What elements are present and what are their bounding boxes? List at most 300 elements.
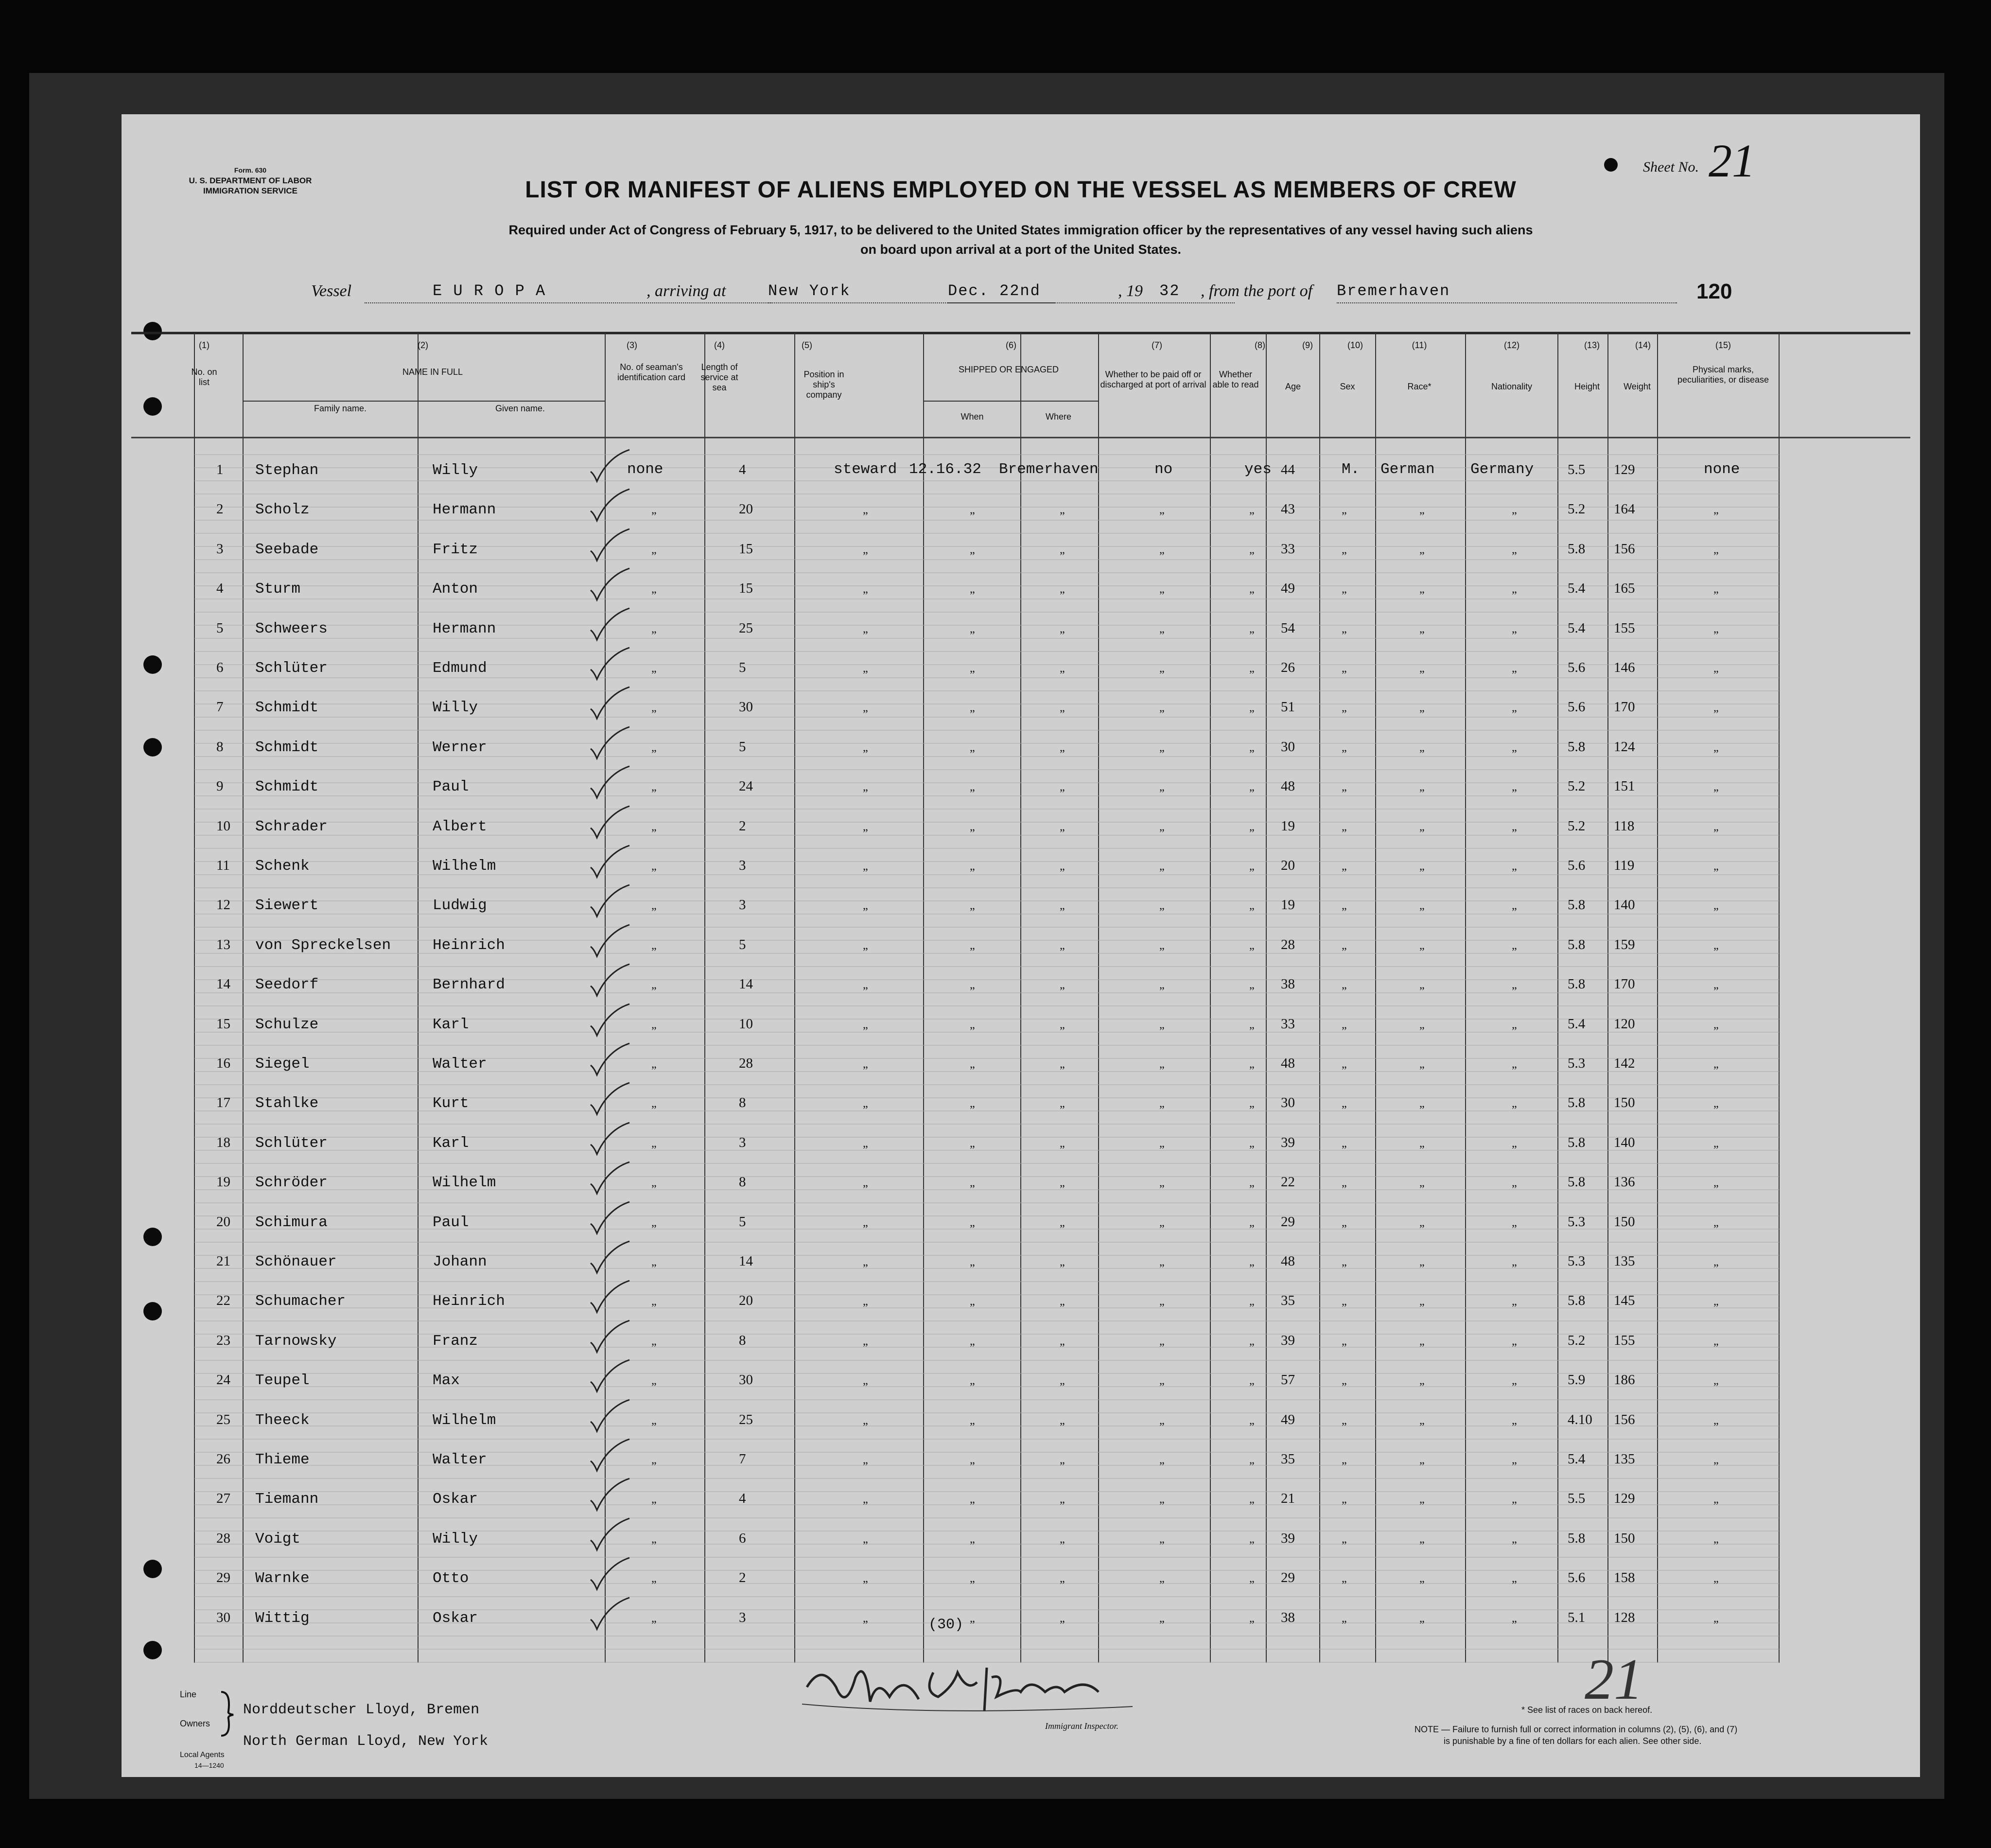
ditto-mark: „ [1419, 1256, 1425, 1268]
arrival-date: Dec. 22nd [948, 282, 1041, 300]
header-no-on-list: No. on list [191, 367, 217, 387]
ditto-mark: „ [1419, 1097, 1425, 1110]
ditto-mark: „ [1713, 1572, 1719, 1585]
table-row [122, 1610, 1920, 1639]
ditto-mark: „ [970, 544, 975, 556]
family-name: Siegel [255, 1056, 310, 1073]
age-value: 33 [1281, 541, 1295, 557]
ditto-mark: „ [1713, 1533, 1719, 1546]
line-label: Line [180, 1690, 197, 1699]
ditto-mark: „ [1512, 662, 1517, 675]
family-name: Stahlke [255, 1095, 319, 1112]
ditto-mark: „ [970, 781, 975, 793]
ditto-mark: „ [1512, 583, 1517, 596]
ditto-mark: „ [1249, 979, 1255, 991]
height-value: 5.8 [1568, 1531, 1586, 1546]
age-value: 51 [1281, 699, 1295, 715]
table-row [122, 1451, 1920, 1480]
age-value: 38 [1281, 976, 1295, 992]
service-years: 8 [739, 1174, 746, 1190]
family-name: Schlüter [255, 660, 328, 677]
ditto-mark: „ [1342, 1019, 1347, 1031]
ditto-mark: „ [1249, 1177, 1255, 1189]
ditto-mark: „ [1060, 860, 1065, 873]
weight-value: 156 [1614, 1412, 1635, 1427]
weight-value: 140 [1614, 1135, 1635, 1150]
ditto-mark: „ [1713, 979, 1719, 991]
ditto-mark: „ [651, 1335, 657, 1348]
height-value: 5.8 [1568, 1135, 1586, 1150]
check-mark [588, 1357, 632, 1396]
ditto-mark: „ [863, 1414, 868, 1427]
given-name: Ludwig [433, 897, 487, 914]
family-name: Voigt [255, 1531, 301, 1548]
weight-value: 150 [1614, 1095, 1635, 1110]
check-mark [588, 1080, 632, 1119]
given-name: Albert [433, 818, 487, 835]
ditto-mark: „ [970, 1058, 975, 1071]
check-mark [588, 1041, 632, 1080]
ditto-mark: „ [863, 623, 868, 635]
given-name: Wilhelm [433, 858, 496, 875]
ditto-mark: „ [1249, 544, 1255, 556]
ditto-mark: „ [970, 1414, 975, 1427]
col-num: (8) [1255, 340, 1265, 350]
form-code: 14—1240 [194, 1761, 224, 1769]
ditto-mark: „ [1419, 662, 1425, 675]
manifest-sheet [122, 114, 1920, 1777]
age-value: 48 [1281, 778, 1295, 794]
weight-value: 118 [1614, 818, 1635, 834]
ditto-mark: „ [970, 939, 975, 952]
ditto-mark: „ [1249, 1454, 1255, 1466]
given-name: Kurt [433, 1095, 469, 1112]
age-value: 35 [1281, 1451, 1295, 1467]
service-years: 6 [739, 1531, 746, 1546]
ditto-mark: „ [1249, 1612, 1255, 1625]
ditto-mark: „ [1060, 1256, 1065, 1268]
check-mark [588, 527, 632, 565]
ditto-mark: „ [1342, 1493, 1347, 1506]
service-years: 14 [739, 1253, 753, 1269]
ditto-mark: „ [651, 623, 657, 635]
ditto-mark: „ [1419, 1572, 1425, 1585]
check-mark [588, 843, 632, 882]
given-name: Oskar [433, 1610, 478, 1627]
ditto-mark: „ [1512, 1454, 1517, 1466]
ditto-mark: „ [1419, 623, 1425, 635]
ditto-mark: „ [863, 1019, 868, 1031]
ditto-mark: „ [1249, 1097, 1255, 1110]
service-years: 4 [739, 1491, 746, 1506]
ditto-mark: „ [1512, 1572, 1517, 1585]
ditto-mark: „ [1419, 1019, 1425, 1031]
family-name: Schweers [255, 620, 328, 637]
ditto-mark: „ [1159, 1256, 1165, 1268]
ditto-mark: „ [1713, 1256, 1719, 1268]
table-row [122, 778, 1920, 808]
ditto-mark: „ [1713, 1374, 1719, 1387]
service-years: 30 [739, 1372, 753, 1388]
height-value: 5.3 [1568, 1056, 1586, 1071]
header-height: Height [1574, 382, 1600, 391]
ditto-mark: „ [1060, 1295, 1065, 1308]
ditto-mark: „ [1342, 1137, 1347, 1150]
ditto-mark: „ [1713, 899, 1719, 912]
height-value: 5.2 [1568, 1333, 1586, 1348]
family-name: Schenk [255, 858, 310, 875]
table-row [122, 739, 1920, 768]
ditto-mark: „ [1419, 939, 1425, 952]
ditto-mark: „ [1419, 899, 1425, 912]
ditto-mark: „ [1419, 1414, 1425, 1427]
ditto-mark: „ [1249, 1374, 1255, 1387]
weight-value: 170 [1614, 976, 1635, 992]
family-name: Wittig [255, 1610, 310, 1627]
height-value: 5.4 [1568, 1016, 1586, 1032]
family-name: von Spreckelsen [255, 937, 391, 954]
race-value: German [1380, 461, 1435, 478]
row-number: 6 [216, 660, 224, 675]
header-name-in-full: NAME IN FULL [402, 367, 463, 377]
ditto-mark: „ [1713, 1019, 1719, 1031]
ditto-mark: „ [1159, 741, 1165, 754]
ditto-mark: „ [1713, 623, 1719, 635]
age-value: 49 [1281, 581, 1295, 596]
ditto-mark: „ [1419, 544, 1425, 556]
weight-value: 155 [1614, 1333, 1635, 1348]
ditto-mark: „ [1512, 1058, 1517, 1071]
given-name: Anton [433, 581, 478, 598]
age-value: 39 [1281, 1333, 1295, 1348]
ditto-mark: „ [1342, 1177, 1347, 1189]
ditto-mark: „ [1060, 781, 1065, 793]
col-num: (1) [199, 340, 210, 350]
ditto-mark: „ [1342, 1097, 1347, 1110]
service-years: 5 [739, 660, 746, 675]
age-value: 49 [1281, 1412, 1295, 1427]
ditto-mark: „ [863, 741, 868, 754]
sex-value: M. [1342, 461, 1360, 478]
ditto-mark: „ [1342, 623, 1347, 635]
ditto-mark: „ [1512, 1374, 1517, 1387]
table-row [122, 1095, 1920, 1124]
arriving-label: , arriving at [646, 282, 726, 300]
ditto-mark: „ [1249, 1295, 1255, 1308]
ditto-mark: „ [1342, 741, 1347, 754]
ditto-mark: „ [863, 1533, 868, 1546]
vessel-label: Vessel [311, 282, 352, 300]
ditto-mark: „ [651, 899, 657, 912]
ditto-mark: „ [1512, 979, 1517, 991]
check-mark [588, 645, 632, 684]
ditto-mark: „ [970, 1533, 975, 1546]
ditto-mark: „ [1419, 1612, 1425, 1625]
height-value: 5.5 [1568, 462, 1586, 477]
ditto-mark: „ [1713, 583, 1719, 596]
ditto-mark: „ [1713, 1097, 1719, 1110]
service-years: 3 [739, 1135, 746, 1150]
service-years: 3 [739, 858, 746, 873]
ditto-mark: „ [1249, 1019, 1255, 1031]
ditto-mark: „ [651, 1256, 657, 1268]
check-mark [588, 1318, 632, 1357]
ditto-mark: „ [863, 1493, 868, 1506]
given-name: Bernhard [433, 976, 505, 993]
family-name: Schlüter [255, 1135, 328, 1152]
ditto-mark: „ [651, 1216, 657, 1229]
from-port: Bremerhaven [1337, 282, 1450, 300]
height-value: 5.3 [1568, 1253, 1586, 1269]
table-row [122, 1214, 1920, 1243]
ditto-mark: „ [1512, 781, 1517, 793]
check-mark [588, 1278, 632, 1317]
given-name: Paul [433, 778, 469, 795]
ditto-mark: „ [1512, 1256, 1517, 1268]
ditto-mark: „ [651, 1137, 657, 1150]
ditto-mark: „ [1342, 662, 1347, 675]
service-years: 5 [739, 937, 746, 952]
ditto-mark: „ [970, 583, 975, 596]
age-value: 39 [1281, 1135, 1295, 1150]
physical-value: none [1704, 461, 1740, 478]
ditto-mark: „ [970, 1137, 975, 1150]
table-row [122, 541, 1920, 570]
ditto-mark: „ [1342, 1612, 1347, 1625]
family-name: Seebade [255, 541, 319, 558]
ditto-mark: „ [863, 1572, 868, 1585]
ditto-mark: „ [863, 583, 868, 596]
ditto-mark: „ [1342, 1335, 1347, 1348]
table-row [122, 699, 1920, 728]
row-number: 26 [216, 1451, 230, 1467]
table-row [122, 818, 1920, 847]
inspector-label: Immigrant Inspector. [1045, 1721, 1118, 1731]
ditto-mark: „ [1249, 504, 1255, 516]
ditto-mark: „ [863, 860, 868, 873]
ditto-mark: „ [1249, 1058, 1255, 1071]
weight-value: 129 [1614, 1491, 1635, 1506]
penalty-note-line-2: is punishable by a fine of ten dollars for each alien. See other side. [1444, 1736, 1702, 1746]
ditto-mark: „ [1060, 1058, 1065, 1071]
able-read-value: yes [1244, 461, 1272, 478]
header-given-name: Given name. [495, 404, 545, 413]
ditto-mark: „ [1342, 979, 1347, 991]
height-value: 5.8 [1568, 541, 1586, 557]
ditto-mark: „ [863, 504, 868, 516]
ditto-mark: „ [1342, 939, 1347, 952]
weight-value: 150 [1614, 1531, 1635, 1546]
ditto-mark: „ [1713, 1216, 1719, 1229]
ditto-mark: „ [1512, 899, 1517, 912]
ditto-mark: „ [1249, 662, 1255, 675]
age-value: 44 [1281, 462, 1295, 477]
ditto-mark: „ [1342, 860, 1347, 873]
ditto-mark: „ [1342, 899, 1347, 912]
table-row [122, 1016, 1920, 1045]
ditto-mark: „ [970, 504, 975, 516]
ditto-mark: „ [1713, 1177, 1719, 1189]
header-weight: Weight [1624, 382, 1651, 391]
height-value: 5.6 [1568, 858, 1586, 873]
ditto-mark: „ [863, 939, 868, 952]
ditto-mark: „ [1713, 1137, 1719, 1150]
ditto-mark: „ [1342, 1256, 1347, 1268]
age-value: 19 [1281, 818, 1295, 834]
age-value: 54 [1281, 620, 1295, 636]
ditto-mark: „ [1419, 979, 1425, 991]
height-value: 5.6 [1568, 660, 1586, 675]
row-number: 5 [216, 620, 224, 636]
table-row [122, 897, 1920, 926]
vessel-name: E U R O P A [433, 282, 546, 300]
check-mark [588, 1476, 632, 1515]
ditto-mark: „ [1342, 544, 1347, 556]
ditto-mark: „ [1060, 1097, 1065, 1110]
row-number: 13 [216, 937, 230, 952]
ditto-mark: „ [1342, 1374, 1347, 1387]
check-mark [588, 922, 632, 961]
ditto-mark: „ [1512, 1216, 1517, 1229]
ditto-mark: „ [1512, 623, 1517, 635]
ditto-mark: „ [863, 1058, 868, 1071]
weight-value: 170 [1614, 699, 1635, 715]
row-number: 24 [216, 1372, 230, 1388]
ditto-mark: „ [1159, 702, 1165, 714]
where-value: Bremerhaven [999, 461, 1099, 478]
given-name: Johann [433, 1253, 487, 1270]
check-mark [588, 1555, 632, 1594]
table-row [122, 462, 1920, 491]
ditto-mark: „ [1249, 1572, 1255, 1585]
ditto-mark: „ [970, 1374, 975, 1387]
given-name: Edmund [433, 660, 487, 677]
height-value: 5.6 [1568, 1570, 1586, 1585]
given-name: Karl [433, 1016, 469, 1033]
family-name: Schumacher [255, 1293, 346, 1310]
col-num: (6) [1006, 340, 1016, 350]
ditto-mark: „ [970, 979, 975, 991]
ditto-mark: „ [970, 821, 975, 833]
ditto-mark: „ [1419, 741, 1425, 754]
ditto-mark: „ [1713, 1058, 1719, 1071]
ditto-mark: „ [1419, 781, 1425, 793]
ditto-mark: „ [970, 1295, 975, 1308]
given-name: Franz [433, 1333, 478, 1350]
ditto-mark: „ [970, 860, 975, 873]
ditto-mark: „ [1419, 1137, 1425, 1150]
table-row [122, 1135, 1920, 1164]
height-value: 5.3 [1568, 1214, 1586, 1230]
service-years: 25 [739, 620, 753, 636]
weight-value: 146 [1614, 660, 1635, 675]
height-value: 5.2 [1568, 778, 1586, 794]
given-name: Paul [433, 1214, 469, 1231]
header-sex: Sex [1340, 382, 1355, 391]
age-value: 43 [1281, 501, 1295, 517]
height-value: 5.8 [1568, 1293, 1586, 1308]
ditto-mark: „ [1512, 1177, 1517, 1189]
row-number: 25 [216, 1412, 230, 1427]
ditto-mark: „ [1419, 1374, 1425, 1387]
table-row [122, 858, 1920, 887]
header-family-name: Family name. [314, 404, 367, 413]
ditto-mark: „ [1512, 939, 1517, 952]
ditto-mark: „ [970, 1454, 975, 1466]
paid-off-value: no [1154, 461, 1173, 478]
year-prefix: , 19 [1118, 282, 1143, 300]
table-row [122, 1570, 1920, 1599]
check-mark [588, 487, 632, 526]
ditto-mark: „ [1713, 1454, 1719, 1466]
header-able-read: Whether able to read [1212, 370, 1259, 389]
header-nationality: Nationality [1491, 382, 1533, 391]
ditto-mark: „ [1159, 1612, 1165, 1625]
height-value: 5.8 [1568, 937, 1586, 952]
age-value: 21 [1281, 1491, 1295, 1506]
check-mark [588, 1120, 632, 1159]
service-years: 24 [739, 778, 753, 794]
ditto-mark: „ [1342, 1216, 1347, 1229]
family-name: Schmidt [255, 778, 319, 795]
ditto-mark: „ [1060, 504, 1065, 516]
header-paid-off: Whether to be paid off or discharged at port of arrival [1100, 370, 1206, 389]
family-name: Sturm [255, 581, 301, 598]
ditto-mark: „ [1159, 979, 1165, 991]
row-number: 18 [216, 1135, 230, 1150]
ditto-mark: „ [1419, 504, 1425, 516]
given-name: Karl [433, 1135, 469, 1152]
given-name: Wilhelm [433, 1174, 496, 1191]
height-value: 5.4 [1568, 1451, 1586, 1467]
ditto-mark: „ [863, 544, 868, 556]
ditto-mark: „ [970, 623, 975, 635]
id-card-value: none [627, 461, 664, 478]
weight-value: 150 [1614, 1214, 1635, 1230]
ditto-mark: „ [651, 1493, 657, 1506]
weight-value: 128 [1614, 1610, 1635, 1625]
weight-value: 140 [1614, 897, 1635, 913]
owners-label: Owners [180, 1719, 210, 1728]
ditto-mark: „ [1512, 504, 1517, 516]
ditto-mark: „ [1060, 741, 1065, 754]
ditto-mark: „ [1159, 1177, 1165, 1189]
owners-value: North German Lloyd, New York [243, 1733, 489, 1750]
col-num: (14) [1635, 340, 1651, 350]
given-name: Heinrich [433, 937, 505, 954]
ditto-mark: „ [1512, 544, 1517, 556]
ditto-mark: „ [1419, 1058, 1425, 1071]
ditto-mark: „ [863, 1295, 868, 1308]
weight-value: 186 [1614, 1372, 1635, 1388]
ditto-mark: „ [863, 1177, 868, 1189]
service-years: 25 [739, 1412, 753, 1427]
ditto-mark: „ [1159, 1335, 1165, 1348]
ditto-mark: „ [970, 1335, 975, 1348]
header-age: Age [1285, 382, 1301, 391]
ditto-mark: „ [1159, 1374, 1165, 1387]
col-num: (9) [1302, 340, 1313, 350]
family-name: Tarnowsky [255, 1333, 337, 1350]
ditto-mark: „ [1159, 623, 1165, 635]
ditto-mark: „ [1512, 1612, 1517, 1625]
ditto-mark: „ [970, 662, 975, 675]
ditto-mark: „ [1512, 702, 1517, 714]
agents-label: Local Agents [180, 1751, 225, 1759]
ditto-mark: „ [651, 1612, 657, 1625]
row-number: 21 [216, 1253, 230, 1269]
row-number: 2 [216, 501, 224, 517]
